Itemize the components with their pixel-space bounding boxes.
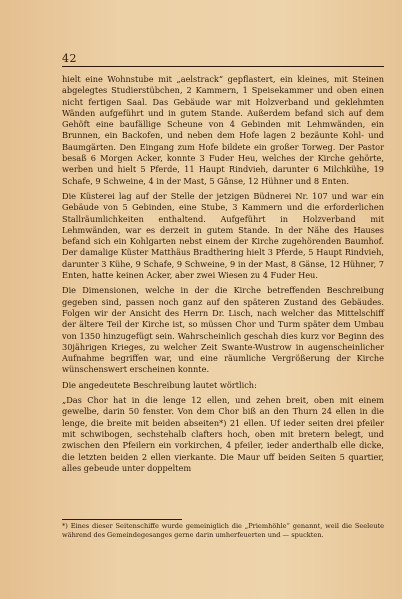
footnote-rule <box>62 519 182 520</box>
header-rule <box>62 66 384 67</box>
paragraph-intro-quote: Die angedeutete Beschreibung lautet wörtlich: <box>62 379 257 390</box>
page-number: 42 <box>62 52 77 65</box>
body-text <box>62 74 384 478</box>
paragraph-parsonage: hielt eine Wohnstube mit „aelstrack“ gepflastert, ein kleines, mit Steinen abgelegtes Studierstübchen, 2 Kammern, 1 Speisekammer und oben einen nicht fertigen Saal. Das Gebäude war mit Holzverband und geklehmten Wänden aufgeführt und in gutem Stande. Außerdem befand sich auf dem Gehöft eine baufällige Scheune von 4 Gebinden mit Lehmwänden, ein Brunnen, ein Backofen, und neben dem Hofe lagen 2 bezäunte Kohl- und Baumgärten. Den Eingang zum Hofe bildete ein großer Torweg. Der Pastor besaß 6 Morgen Acker, konnte 3 Fuder Heu, welches der Kirche gehörte, werben und hielt 5 Pferde, 11 Haupt Rindvieh, darunter 6 Milchkühe, 19 Schafe, 9 Schweine, 4 in der Mast, 5 Gänse, 12 Hühner und 8 Enten. <box>62 74 384 186</box>
paragraph-dimensions: Die Dimensionen, welche in der die Kirche betreffenden Beschreibung gegeben sind, passen noch ganz auf den späteren Zustand des Gebäudes. Folgen wir der Ansicht des Herrn Dr. Lisch, nach welcher das Mittelschiff der ältere Teil der Kirche ist, so müssen Chor und Turm später dem Umbau von 1350 hinzugefügt sein. Wahrscheinlich geschah dies kurz vor Beginn des 30jährigen Krieges, zu welcher Zeit Swante-Wustrow in augenscheinlicher Aufnahme begriffen war, und eine räumliche Vergrößerung der Kirche wünschenswert erscheinen konnte. <box>62 285 384 375</box>
footnote: *) Eines dieser Seitenschiffe wurde gemeiniglich die „Priemhöhle“ genannt, weil die Seeleute während des Gemeindegesanges gerne darin umherfeuerten und — spuckten. <box>62 522 384 540</box>
paragraph-quote: „Das Chor hat in die lenge 12 ellen, und zehen breit, oben mit einem gewelbe, darin 50 fenster. Von dem Chor biß an den Thurn 24 ellen in die lenge, die breite mit beiden abseiten*) 21 ellen. Uf ieder seiten drei pfeiler mit schwibogen, sechstehalb clafters hoch, oben mit bretern belegt, und zwischen den Pfeilern ein vorkirchen, 4 pfeiler, ieder anderthalb elle dicke, die letzten beiden 2 ellen vierkante. Die Maur uff beiden Seiten 5 quartier, alles gebeude unter doppeltem <box>62 395 384 473</box>
paragraph-sextonry: Die Küsterei lag auf der Stelle der jetzigen Büdnerei Nr. 107 und war ein Gebäude von 5 Gebinden, eine Stube, 3 Kammern und die erforderlichen Stallräumlichkeiten enthaltend. Aufgeführt in Holzverband mit Lehmwänden, war es derzeit in gutem Stande. In der Nähe des Hauses befand sich ein Kohlgarten nebst einem der Kirche zugehörenden Baumhof. Der damalige Küster Matthäus Bradthering hielt 3 Pferde, 5 Haupt Rindvieh, darunter 3 Kühe, 9 Schafe, 9 Schweine, 9 in der Mast, 8 Gänse, 12 Hühner, 7 Enten, hatte keinen Acker, aber zwei Wiesen zu 4 Fuder Heu. <box>62 190 384 281</box>
